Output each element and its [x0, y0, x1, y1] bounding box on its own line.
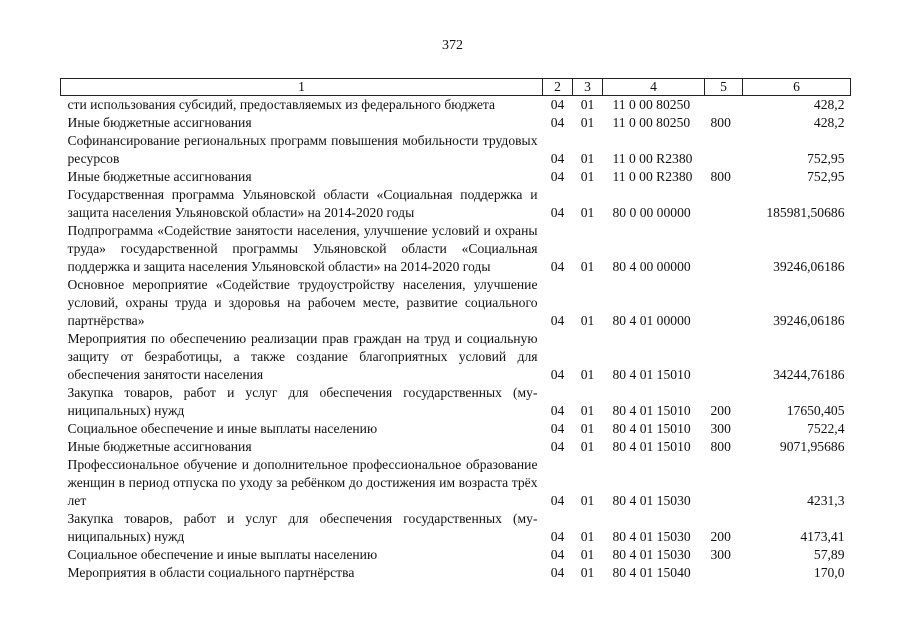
row-amount: 7522,4	[807, 421, 845, 436]
row-description: Социальное обеспечение и иные выплаты населению	[67, 547, 378, 562]
row-subsection: 01	[580, 439, 595, 454]
row-expense-type	[705, 456, 743, 510]
row-target-article: 80 4 01 15010	[612, 367, 691, 382]
row-subsection: 01	[580, 259, 595, 274]
header-col-3: 3	[573, 79, 603, 96]
row-section: 04	[550, 313, 565, 328]
row-amount: 9071,95686	[779, 439, 845, 454]
table-header	[61, 79, 851, 96]
row-subsection: 01	[580, 115, 595, 130]
row-target-article: 80 4 01 15010	[612, 421, 691, 436]
table-row	[61, 186, 851, 222]
row-subsection: 01	[580, 367, 595, 382]
row-subsection: 01	[580, 403, 595, 418]
row-amount: 428,2	[813, 115, 845, 130]
row-subsection: 01	[580, 529, 595, 544]
row-expense-type: 800	[710, 439, 731, 454]
row-target-article: 80 0 00 00000	[612, 205, 691, 220]
row-target-article: 80 4 01 15040	[612, 565, 691, 580]
budget-table	[60, 78, 851, 582]
table-row	[61, 222, 851, 276]
row-subsection: 01	[580, 565, 595, 580]
row-section: 04	[550, 151, 565, 166]
row-amount: 57,89	[813, 547, 845, 562]
row-target-article: 80 4 00 00000	[612, 259, 691, 274]
row-description: Государственная программа Ульяновской области «Социальная поддержка и защита населения Ульяновской области» на 2014-2020 годы	[67, 187, 538, 220]
row-expense-type	[705, 564, 743, 582]
row-section: 04	[550, 169, 565, 184]
row-section: 04	[550, 547, 565, 562]
header-col-1: 1	[61, 79, 543, 96]
table-row	[61, 438, 851, 456]
row-expense-type	[705, 132, 743, 168]
table-row	[61, 96, 851, 115]
row-target-article: 80 4 01 15030	[612, 547, 691, 562]
row-expense-type	[705, 276, 743, 330]
row-target-article: 80 4 01 15030	[612, 493, 691, 508]
row-subsection: 01	[580, 97, 595, 112]
row-expense-type: 300	[710, 547, 731, 562]
row-amount: 39246,06186	[773, 313, 845, 328]
row-amount: 752,95	[807, 151, 845, 166]
row-amount: 4231,3	[807, 493, 845, 508]
table-row	[61, 330, 851, 384]
row-subsection: 01	[580, 493, 595, 508]
row-section: 04	[550, 367, 565, 382]
row-section: 04	[550, 403, 565, 418]
table-row	[61, 276, 851, 330]
header-col-2: 2	[543, 79, 573, 96]
table-body	[61, 96, 851, 583]
row-section: 04	[550, 493, 565, 508]
row-expense-type	[705, 96, 743, 115]
row-description: Закупка товаров, работ и услуг для обеспечения государственных (муниципальных) нужд	[67, 511, 538, 544]
row-description: Основное мероприятие «Содействие трудоустройству населения, улучшение условий, охраны труда и здоровья на рабочем месте, развитие социального партнёрства»	[67, 277, 538, 328]
row-subsection: 01	[580, 547, 595, 562]
row-amount: 39246,06186	[773, 259, 845, 274]
table-row	[61, 456, 851, 510]
row-amount: 428,2	[813, 97, 845, 112]
table-row	[61, 420, 851, 438]
row-description: Профессиональное обучение и дополнительное профессиональное образование женщин в период отпуска по уходу за ребёнком до достижения им возраста трёх лет	[67, 457, 538, 508]
row-section: 04	[550, 565, 565, 580]
header-col-5: 5	[705, 79, 743, 96]
row-target-article: 11 0 00 80250	[612, 97, 691, 112]
row-target-article: 11 0 00 R2380	[612, 169, 693, 184]
row-subsection: 01	[580, 313, 595, 328]
row-section: 04	[550, 259, 565, 274]
row-expense-type	[705, 222, 743, 276]
row-section: 04	[550, 421, 565, 436]
table-row	[61, 564, 851, 582]
row-section: 04	[550, 115, 565, 130]
row-section: 04	[550, 439, 565, 454]
row-expense-type: 200	[710, 403, 731, 418]
row-section: 04	[550, 529, 565, 544]
row-description: Подпрограмма «Содействие занятости населения, улучшение условий и охраны труда» государственной программы Ульяновской области «Социальная поддержка и защита населения Ульяновской области» на 2014-2020 годы	[67, 223, 538, 274]
row-section: 04	[550, 97, 565, 112]
row-target-article: 80 4 01 00000	[612, 313, 691, 328]
row-subsection: 01	[580, 205, 595, 220]
row-description: Социальное обеспечение и иные выплаты населению	[67, 421, 378, 436]
row-expense-type	[705, 330, 743, 384]
table-row	[61, 114, 851, 132]
row-target-article: 11 0 00 80250	[612, 115, 691, 130]
row-expense-type	[705, 186, 743, 222]
row-target-article: 11 0 00 R2380	[612, 151, 693, 166]
row-description: Мероприятия в области социального партнёрства	[67, 565, 355, 580]
row-description: Софинансирование региональных программ повышения мобильности трудовых ресурсов	[67, 133, 538, 166]
row-target-article: 80 4 01 15010	[612, 403, 691, 418]
row-expense-type: 300	[710, 421, 731, 436]
table-row	[61, 384, 851, 420]
table-row	[61, 168, 851, 186]
row-description: Иные бюджетные ассигнования	[67, 115, 252, 130]
row-amount: 4173,41	[800, 529, 845, 544]
row-description: сти использования субсидий, предоставляемых из федерального бюджета	[67, 97, 496, 112]
row-subsection: 01	[580, 421, 595, 436]
row-description: Иные бюджетные ассигнования	[67, 439, 252, 454]
row-amount: 17650,405	[786, 403, 845, 418]
table-row	[61, 546, 851, 564]
page-number: 372	[442, 38, 463, 53]
header-col-4: 4	[603, 79, 705, 96]
table-row	[61, 510, 851, 546]
row-subsection: 01	[580, 151, 595, 166]
row-expense-type: 800	[710, 169, 731, 184]
row-amount: 170,0	[813, 565, 845, 580]
row-description: Иные бюджетные ассигнования	[67, 169, 252, 184]
row-section: 04	[550, 205, 565, 220]
row-subsection: 01	[580, 169, 595, 184]
header-col-6: 6	[743, 79, 851, 96]
row-description: Закупка товаров, работ и услуг для обеспечения государственных (муниципальных) нужд	[67, 385, 538, 418]
row-amount: 752,95	[807, 169, 845, 184]
row-amount: 185981,50686	[766, 205, 845, 220]
row-amount: 34244,76186	[773, 367, 845, 382]
row-expense-type: 800	[710, 115, 731, 130]
row-target-article: 80 4 01 15030	[612, 529, 691, 544]
row-description: Мероприятия по обеспечению реализации прав граждан на труд и социальную защиту от безработицы, а также создание благоприятных условий для обеспечения занятости населения	[67, 331, 538, 382]
row-expense-type: 200	[710, 529, 731, 544]
table-row	[61, 132, 851, 168]
row-target-article: 80 4 01 15010	[612, 439, 691, 454]
